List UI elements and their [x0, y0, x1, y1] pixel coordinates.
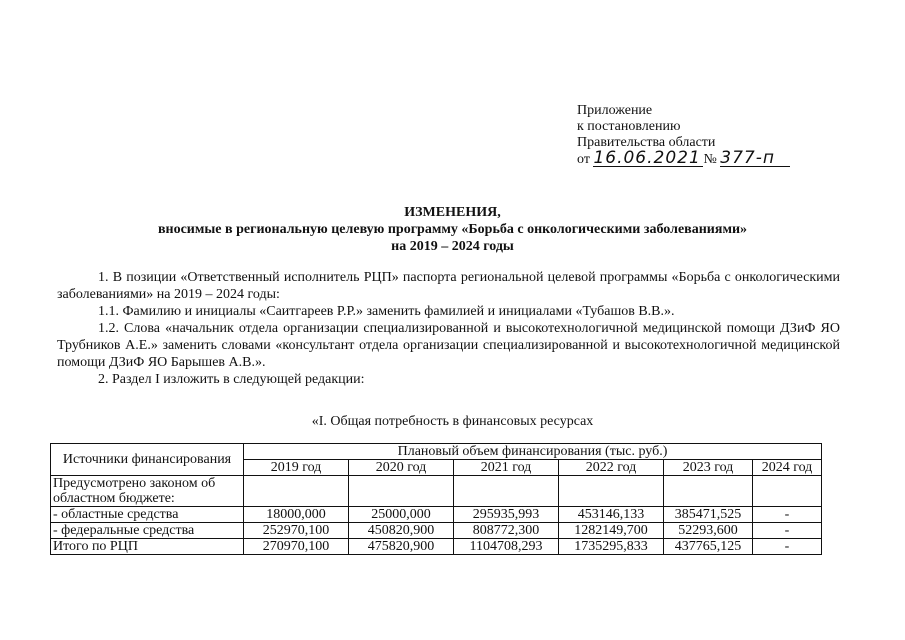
- cell-value: 1282149,700: [559, 523, 664, 539]
- header-year: 2024 год: [753, 460, 822, 476]
- paragraph-1: 1. В позиции «Ответственный исполнитель РЦП» паспорта региональной целевой программы «Борьба с онкологическими заболеваниями» на 2019 – 2024 годы:: [57, 270, 840, 302]
- cell-value: 385471,525: [664, 507, 753, 523]
- cell-value: 270970,100: [244, 539, 349, 555]
- row-source: Итого по РЦП: [51, 539, 244, 555]
- header-source: Источники финансирования: [51, 444, 244, 476]
- cell-value: [349, 476, 454, 507]
- section-caption: «I. Общая потребность в финансовых ресурсах: [311, 414, 594, 429]
- header-year: 2021 год: [454, 460, 559, 476]
- appendix-line-2: к постановлению: [577, 119, 681, 134]
- financing-table: [50, 443, 822, 555]
- table-row: [51, 539, 822, 555]
- header-year: 2023 год: [664, 460, 753, 476]
- cell-value: -: [753, 507, 822, 523]
- cell-value: 453146,133: [559, 507, 664, 523]
- appendix-line-3: Правительства области: [577, 135, 716, 150]
- appendix-number: 377-п: [720, 151, 790, 167]
- appendix-line-1: Приложение: [577, 103, 653, 118]
- paragraph-1-2: 1.2. Слова «начальник отдела организации специализированной и высокотехнологичной медицинской помощи ДЗиФ ЯО Трубников А.Е.» заменить словами «консультант отдела организации специализированной и высокотехнологичной медицинской помощи ДЗиФ ЯО Барышев А.В.».: [57, 321, 840, 370]
- header-plan: Плановый объем финансирования (тыс. руб.): [244, 444, 822, 460]
- paragraph-1-1: 1.1. Фамилию и инициалы «Саитгареев Р.Р.» заменить фамилией и инициалами «Тубашов В.В.».: [98, 304, 675, 319]
- document-heading: [0, 204, 905, 255]
- cell-value: 475820,900: [349, 539, 454, 555]
- cell-value: 52293,600: [664, 523, 753, 539]
- appendix-block: [577, 103, 877, 167]
- cell-value: 437765,125: [664, 539, 753, 555]
- cell-value: [244, 476, 349, 507]
- cell-value: -: [753, 523, 822, 539]
- appendix-date-line: [577, 148, 877, 168]
- appendix-date: 16.06.2021: [593, 151, 703, 167]
- heading-title: ИЗМЕНЕНИЯ,: [404, 205, 501, 220]
- header-year: 2019 год: [244, 460, 349, 476]
- header-year: 2022 год: [559, 460, 664, 476]
- cell-value: 808772,300: [454, 523, 559, 539]
- table-row: [51, 507, 822, 523]
- cell-value: -: [753, 539, 822, 555]
- cell-value: [559, 476, 664, 507]
- cell-value: 1104708,293: [454, 539, 559, 555]
- cell-value: 25000,000: [349, 507, 454, 523]
- header-year: 2020 год: [349, 460, 454, 476]
- appendix-number-sign: №: [703, 152, 717, 167]
- row-source: - областные средства: [51, 507, 244, 523]
- cell-value: [454, 476, 559, 507]
- document-body: [57, 269, 840, 388]
- table-row: [51, 476, 822, 507]
- heading-line-3: на 2019 – 2024 годы: [391, 239, 514, 254]
- row-source: Предусмотрено законом об областном бюджете:: [51, 476, 244, 507]
- cell-value: [664, 476, 753, 507]
- appendix-from-prefix: от: [577, 152, 590, 167]
- cell-value: 18000,000: [244, 507, 349, 523]
- cell-value: 295935,993: [454, 507, 559, 523]
- cell-value: 252970,100: [244, 523, 349, 539]
- paragraph-2: 2. Раздел I изложить в следующей редакции:: [98, 372, 365, 387]
- cell-value: [753, 476, 822, 507]
- heading-line-2: вносимые в региональную целевую программу «Борьба с онкологическими заболеваниями»: [157, 222, 748, 237]
- table-row: [51, 523, 822, 539]
- row-source: - федеральные средства: [51, 523, 244, 539]
- cell-value: 450820,900: [349, 523, 454, 539]
- cell-value: 1735295,833: [559, 539, 664, 555]
